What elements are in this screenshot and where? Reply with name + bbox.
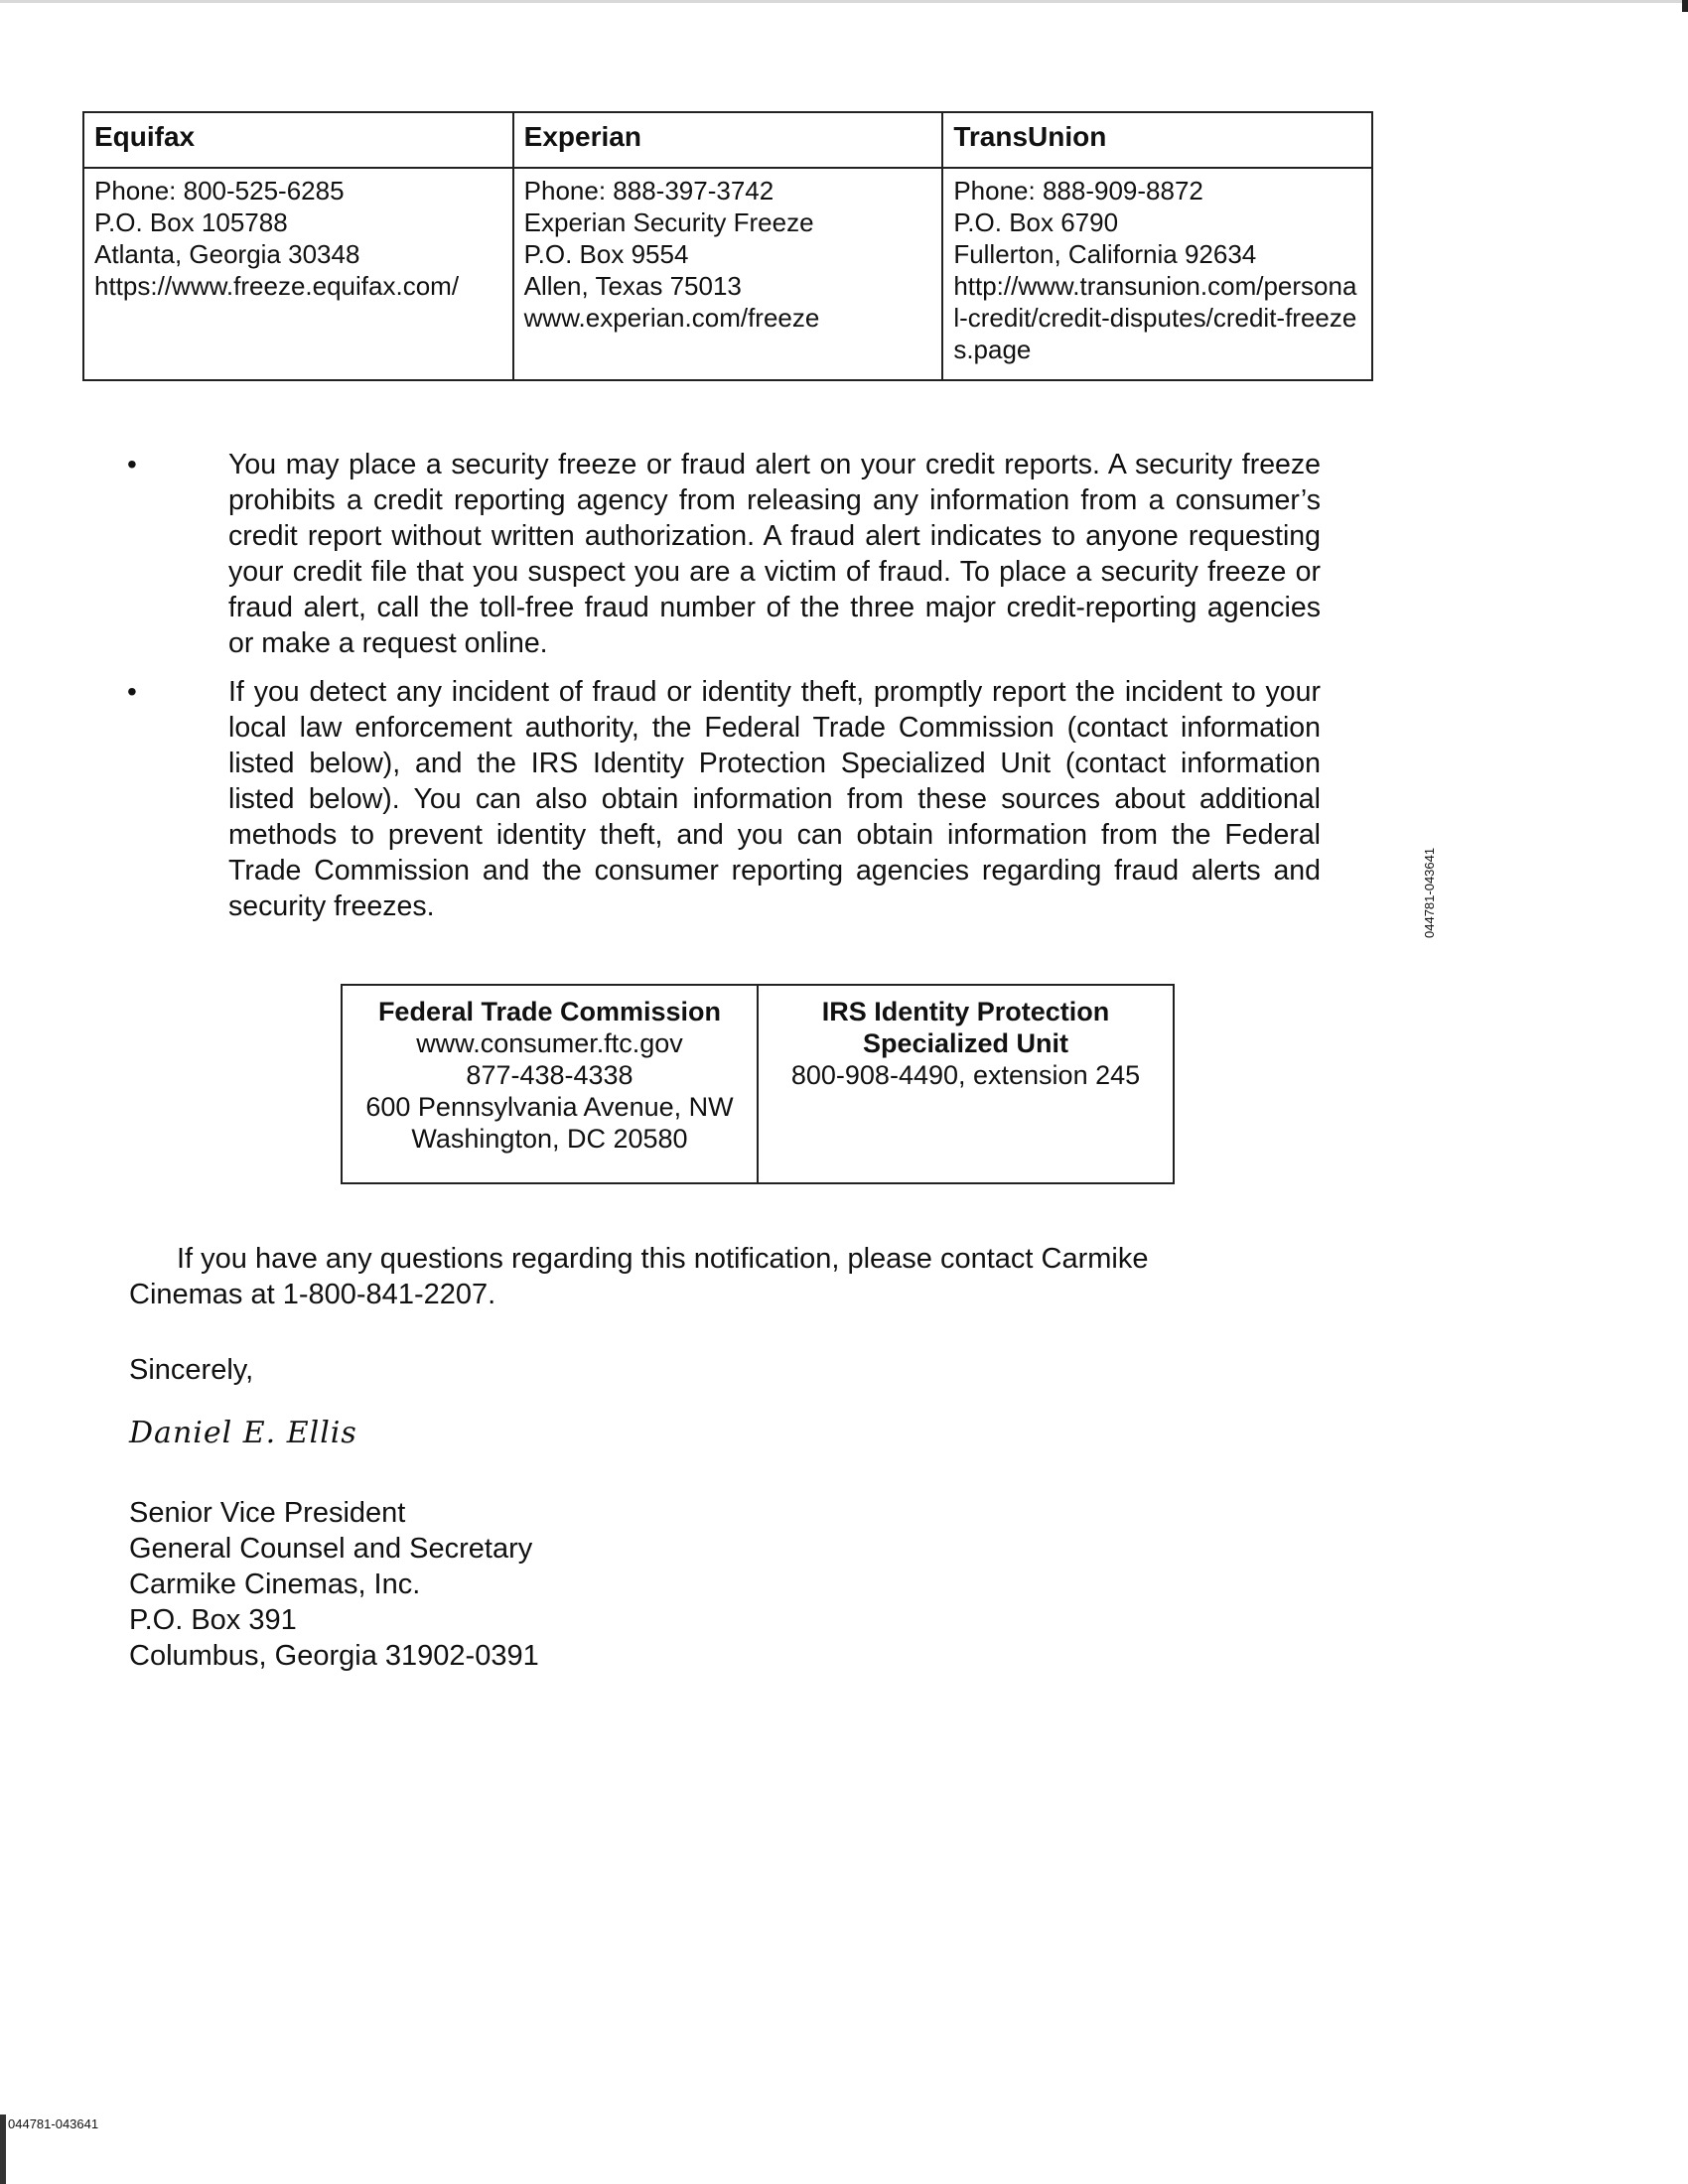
ftc-phone: 877-438-4338: [466, 1060, 633, 1090]
experian-dept: Experian Security Freeze: [523, 207, 814, 237]
sig-role: General Counsel and Secretary: [129, 1533, 533, 1565]
irs-title-line2: Specialized Unit: [862, 1028, 1069, 1058]
signature-block: [129, 1495, 539, 1674]
experian-details: [513, 168, 943, 380]
ftc-website: www.consumer.ftc.gov: [416, 1028, 683, 1058]
bullet-dot-icon: •: [127, 449, 137, 479]
transunion-url: http://www.transunion.com/personal-credit/credit-disputes/credit-freezes.page: [953, 271, 1357, 364]
credit-bureau-table: [82, 111, 1373, 381]
experian-po-box: P.O. Box 9554: [523, 239, 689, 269]
questions-paragraph: [129, 1241, 1261, 1312]
ftc-contact: [342, 985, 758, 1183]
experian-url: www.experian.com/freeze: [523, 303, 820, 333]
equifax-po-box: P.O. Box 105788: [94, 207, 288, 237]
salutation: Sincerely,: [129, 1354, 254, 1386]
ftc-street: 600 Pennsylvania Avenue, NW: [365, 1092, 734, 1122]
header-experian: Experian: [513, 112, 943, 168]
experian-phone: Phone: 888-397-3742: [523, 176, 774, 205]
transunion-po-box: P.O. Box 6790: [953, 207, 1119, 237]
agency-contact-table: [341, 984, 1175, 1184]
bullet-text: You may place a security freeze or fraud alert on your credit reports. A security freeze prohibits a credit reporting agency from releasing any information from a consumer’s credit report without written authorization. A fraud alert indicates to anyone requesting your credit file that you suspect you are a victim of fraud. To place a security freeze or fraud alert, call the toll-free fraud number of the three major credit-reporting agencies or make a request online.: [228, 449, 1321, 659]
irs-title-line1: IRS Identity Protection: [821, 997, 1110, 1026]
sig-title: Senior Vice President: [129, 1497, 406, 1529]
transunion-phone: Phone: 888-909-8872: [953, 176, 1203, 205]
signature: Daniel E. Ellis: [129, 1416, 357, 1450]
bureau-details-row: [83, 168, 1372, 380]
equifax-phone: Phone: 800-525-6285: [94, 176, 345, 205]
experian-city: Allen, Texas 75013: [523, 271, 742, 301]
equifax-city: Atlanta, Georgia 30348: [94, 239, 360, 269]
bullet-text: If you detect any incident of fraud or identity theft, promptly report the incident to your local law enforcement authority, the Federal Trade Commission (contact information listed below), and the IRS Identity Protection Specialized Unit (contact information listed below). You can also obtain information from these sources about additional methods to prevent identity theft, and you can obtain information from the Federal Trade Commission and the consumer reporting agencies regarding fraud alerts and security freezes.: [228, 676, 1321, 922]
bottom-document-code: 044781-043641: [8, 2116, 99, 2131]
irs-contact: [758, 985, 1174, 1183]
questions-line2: Cinemas at 1-800-841-2207.: [129, 1279, 496, 1310]
advice-bullet-list: [119, 447, 1321, 937]
side-document-code: 044781-043641: [1422, 847, 1437, 938]
sig-po-box: P.O. Box 391: [129, 1604, 297, 1636]
bullet-report-fraud: [119, 674, 1321, 924]
questions-line1: If you have any questions regarding this notification, please contact Carmike: [177, 1243, 1149, 1275]
sig-city: Columbus, Georgia 31902-0391: [129, 1640, 539, 1672]
transunion-details: [942, 168, 1372, 380]
sig-company: Carmike Cinemas, Inc.: [129, 1569, 421, 1600]
equifax-details: [83, 168, 513, 380]
bureau-header-row: [83, 112, 1372, 168]
irs-phone: 800-908-4490, extension 245: [790, 1060, 1141, 1090]
scan-edge-top: [0, 0, 1688, 3]
ftc-city: Washington, DC 20580: [411, 1124, 688, 1154]
bullet-dot-icon: •: [127, 676, 137, 707]
header-equifax: Equifax: [83, 112, 513, 168]
scan-edge-left: [0, 2115, 6, 2184]
header-transunion: TransUnion: [942, 112, 1372, 168]
ftc-title: Federal Trade Commission: [377, 997, 722, 1026]
scan-edge-right: [1682, 0, 1688, 12]
equifax-url: https://www.freeze.equifax.com/: [94, 271, 460, 301]
bullet-security-freeze: [119, 447, 1321, 661]
transunion-city: Fullerton, California 92634: [953, 239, 1257, 269]
